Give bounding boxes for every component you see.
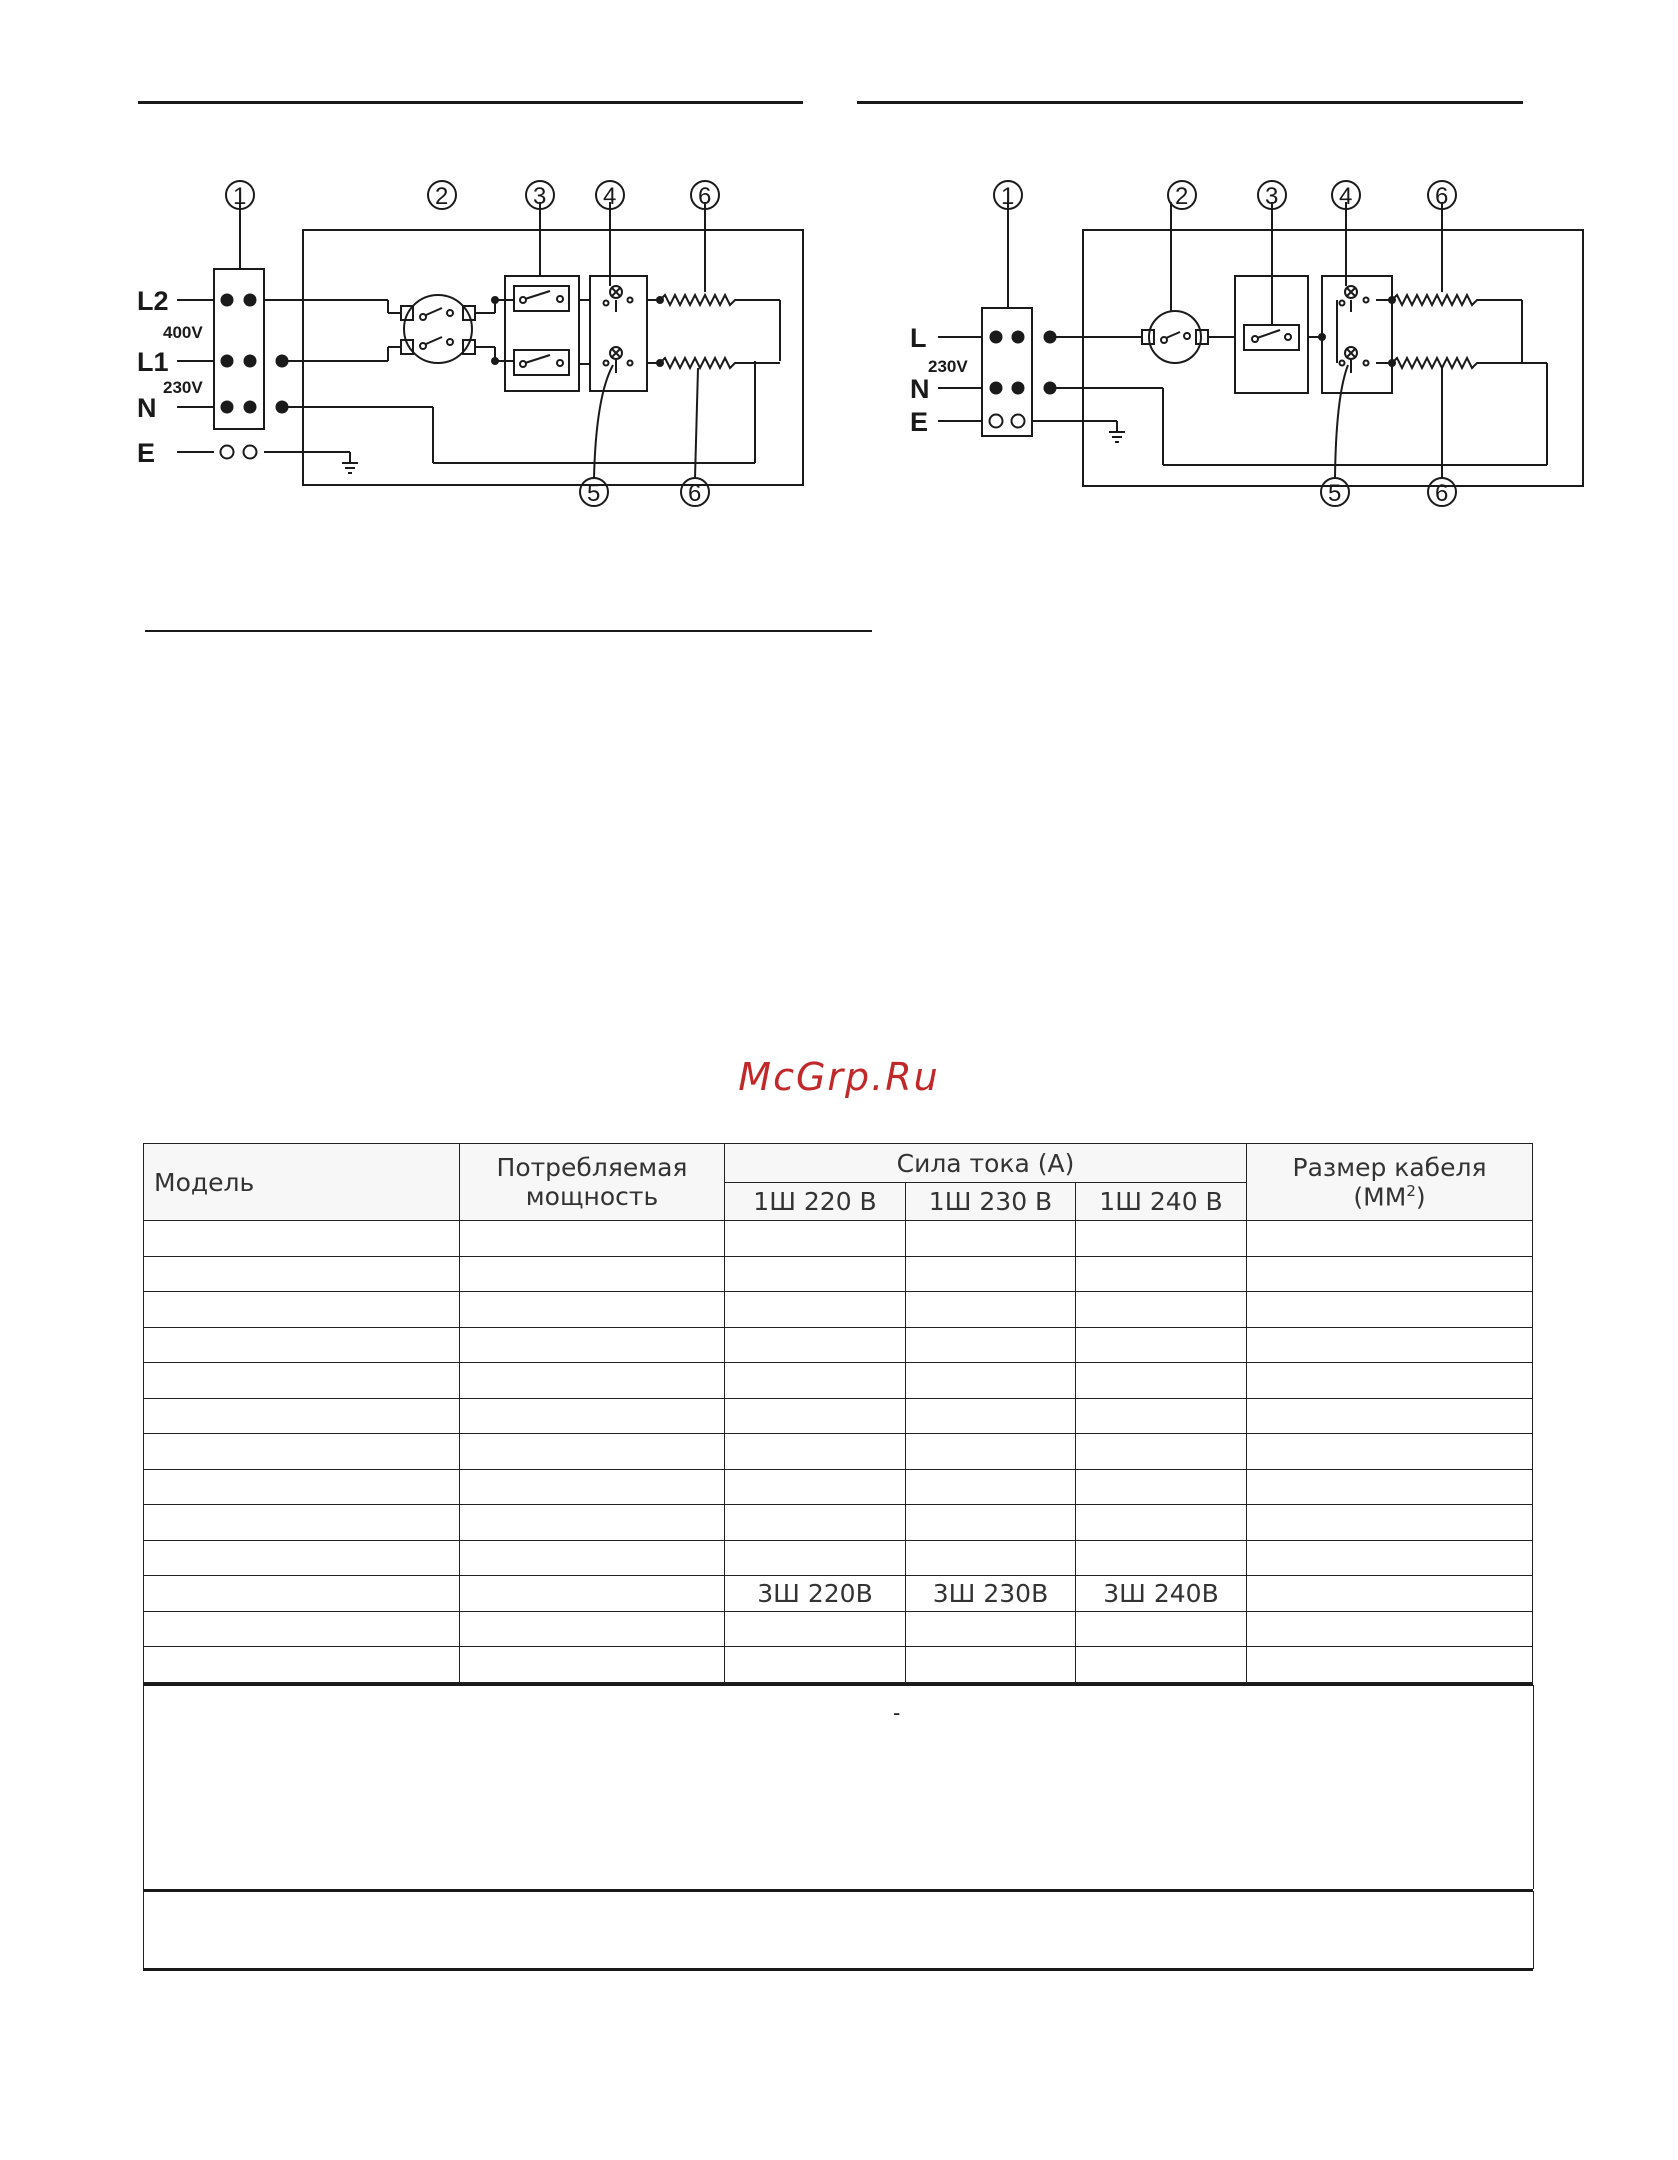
terminal-label-n: N bbox=[137, 393, 157, 423]
callout-4: 4 bbox=[603, 183, 617, 210]
header-power: Потребляемая мощность bbox=[460, 1144, 725, 1221]
header-3ph-220v: 3Ш 220В bbox=[725, 1576, 906, 1612]
callout-6-bottom: 6 bbox=[688, 480, 702, 507]
electrical-spec-table bbox=[143, 1143, 1533, 1683]
note-bottom-rule bbox=[143, 1968, 1533, 1971]
header-1ph-240v: 1Ш 240 В bbox=[1076, 1183, 1247, 1221]
callout-3: 3 bbox=[533, 183, 547, 210]
header-model: Модель bbox=[144, 1144, 460, 1221]
callout-4: 4 bbox=[1339, 183, 1353, 210]
voltage-label-400v: 400V bbox=[163, 323, 203, 342]
rule-top-left bbox=[138, 101, 803, 104]
header-cable-size: Размер кабеля $(ММ^2)$ bbox=[1247, 1144, 1533, 1221]
callout-5: 5 bbox=[587, 480, 601, 507]
terminal-label-l2: L2 bbox=[137, 286, 169, 316]
note-box-2 bbox=[143, 1891, 1534, 1969]
table-row bbox=[144, 1434, 1533, 1470]
callout-6-top: 6 bbox=[1435, 183, 1449, 210]
voltage-label-230v: 230V bbox=[928, 357, 968, 376]
table-row bbox=[144, 1327, 1533, 1363]
wiring-diagram-3phase bbox=[120, 160, 820, 540]
table-row bbox=[144, 1540, 1533, 1576]
callout-6-bottom: 6 bbox=[1435, 480, 1449, 507]
header-1ph-220v: 1Ш 220 В bbox=[725, 1183, 906, 1221]
table-row bbox=[144, 1505, 1533, 1541]
header-current: Сила тока (А) bbox=[725, 1144, 1247, 1183]
callout-5: 5 bbox=[1328, 480, 1342, 507]
table-row bbox=[144, 1292, 1533, 1328]
header-1ph-230v: 1Ш 230 В bbox=[906, 1183, 1076, 1221]
note-box-1 bbox=[143, 1685, 1534, 1889]
callout-1: 1 bbox=[1001, 183, 1015, 210]
note-mark: - bbox=[893, 1700, 901, 1725]
table-row bbox=[144, 1647, 1533, 1683]
rule-mid-left bbox=[145, 630, 872, 632]
callout-2: 2 bbox=[435, 183, 449, 210]
table-row bbox=[144, 1469, 1533, 1505]
callout-6-top: 6 bbox=[698, 183, 712, 210]
header-3ph-230v: 3Ш 230В bbox=[906, 1576, 1076, 1612]
table-row bbox=[144, 1611, 1533, 1647]
table-row bbox=[144, 1256, 1533, 1292]
terminal-label-l: L bbox=[910, 323, 927, 353]
table-row bbox=[144, 1398, 1533, 1434]
header-3ph-240v: 3Ш 240В bbox=[1076, 1576, 1247, 1612]
rule-top-right bbox=[857, 101, 1523, 104]
wiring-diagram-1phase bbox=[902, 160, 1602, 540]
table-row-3phase-header bbox=[144, 1576, 1533, 1612]
terminal-label-e: E bbox=[910, 407, 929, 437]
voltage-label-230v: 230V bbox=[163, 378, 203, 397]
callout-1: 1 bbox=[233, 183, 247, 210]
terminal-label-e: E bbox=[137, 438, 156, 468]
table-row bbox=[144, 1363, 1533, 1399]
terminal-label-n: N bbox=[910, 374, 930, 404]
callout-3: 3 bbox=[1265, 183, 1279, 210]
table-row bbox=[144, 1221, 1533, 1257]
watermark-text: McGrp.Ru bbox=[738, 1055, 940, 1099]
terminal-label-l1: L1 bbox=[137, 347, 169, 377]
callout-2: 2 bbox=[1175, 183, 1189, 210]
